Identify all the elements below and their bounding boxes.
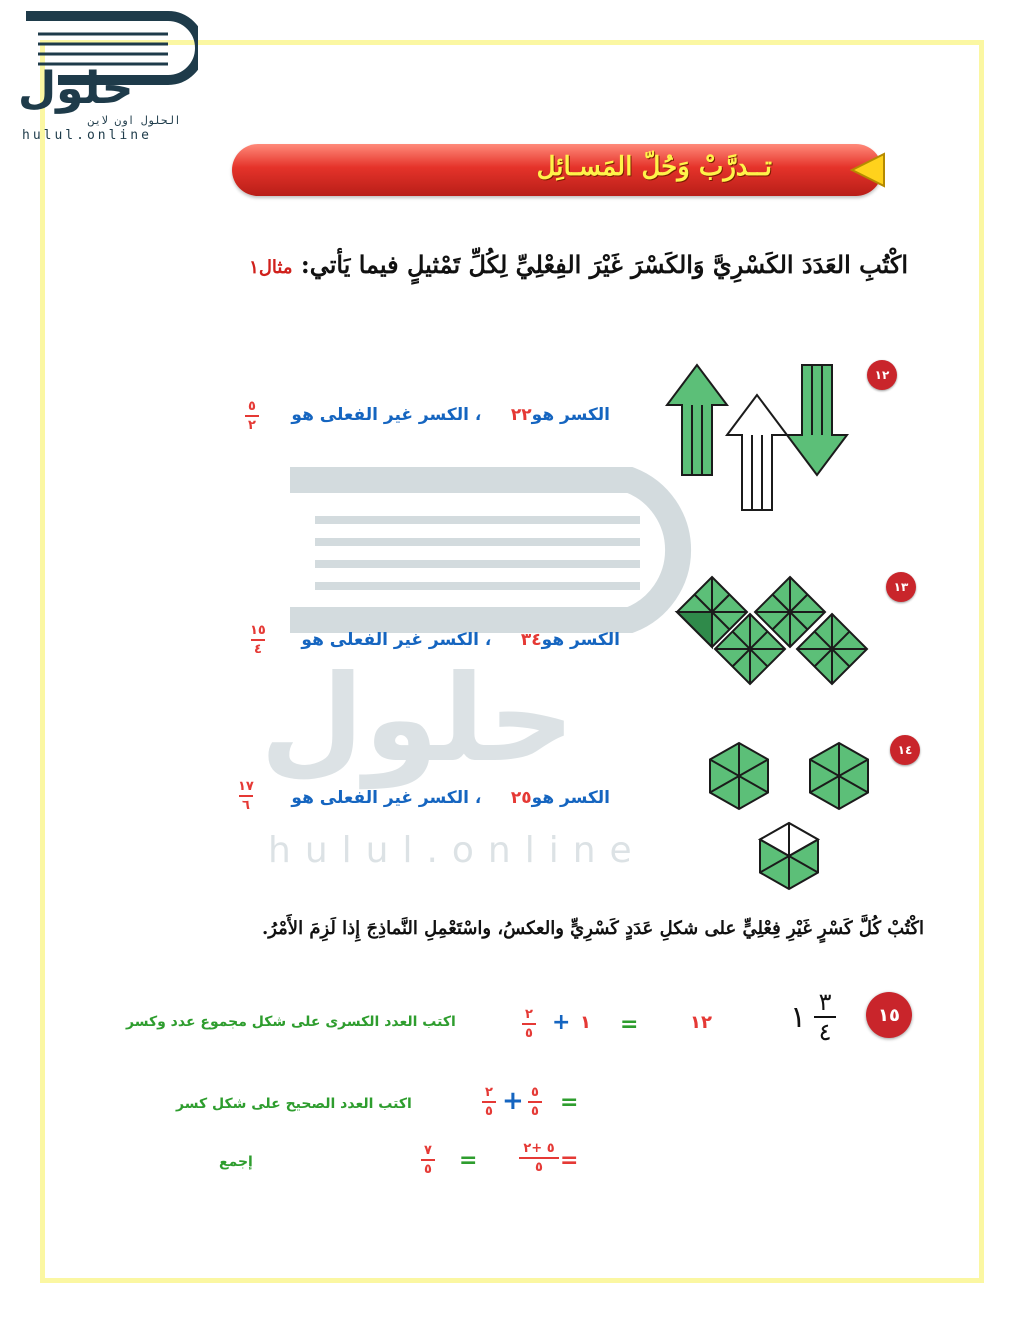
fraction-denominator: ٥ xyxy=(535,1159,543,1175)
mixed-value: ٢٥ xyxy=(510,788,532,808)
banner-title: تــدرَّبْ وَحُلّ المَسـائِل xyxy=(536,152,772,182)
fraction-numerator: ٢ xyxy=(485,1085,493,1100)
arrows-model-icon xyxy=(662,360,852,515)
separator: ، xyxy=(474,788,482,808)
problem-13-answer xyxy=(301,630,620,650)
improper-label: الكسر غير الفعلى هو xyxy=(291,788,469,808)
problem-14-badge: ١٤ xyxy=(890,735,920,765)
mixed-value: ٣٤ xyxy=(520,630,542,650)
step-3 xyxy=(215,1140,585,1186)
step-1-whole: ١ xyxy=(580,1012,591,1033)
mixed-value: ٢٢ xyxy=(510,405,532,425)
fraction-numerator: ١٥ xyxy=(250,623,266,638)
section1-instruction: اكْتُبِ العَدَدَ الكَسْرِيَّ وَالكَسْرَ غَيْرَ الفِعْلِيِّ لِكُلِّ تَمْثيلٍ فيما يَأتي: xyxy=(300,250,908,279)
step-2 xyxy=(170,1082,590,1126)
mixed-whole: ١ xyxy=(790,999,807,1035)
fraction-denominator: ٥ xyxy=(525,1025,533,1041)
step-3-result-fraction xyxy=(421,1144,435,1176)
improper-label: الكسر غير الفعلى هو xyxy=(301,630,479,650)
fraction-denominator: ٢ xyxy=(248,417,256,433)
mixed-label: الكسر هو xyxy=(531,788,610,808)
fraction-numerator: ٥ xyxy=(248,399,256,414)
watermark-domain: hulul.online xyxy=(268,830,646,871)
step-3-equals-a: = xyxy=(560,1148,579,1173)
step-2-equals: = xyxy=(560,1090,579,1115)
step-1-plus: + xyxy=(552,1010,571,1035)
step-1-note: اكتب العدد الكسرى على شكل مجموع عدد وكسر xyxy=(126,1014,456,1030)
example-ref: مثال١ xyxy=(249,257,293,278)
section1-heading xyxy=(249,250,908,279)
separator: ، xyxy=(484,630,492,650)
problem-15-badge: ١٥ xyxy=(866,992,912,1038)
section2-instruction: اكْتُبْ كُلَّ كَسْرٍ غَيْرِ فِعْلِيٍّ على شكلِ عَدَدٍ كَسْرِيٍّ والعكسُ، واسْتَعْمِلِ النَّماذِجَ إِذا لَزِمَ الأَمْرُ. xyxy=(261,918,924,939)
problem-12-badge: ١٢ xyxy=(867,360,897,390)
answer-mixed: ١٢ xyxy=(690,1012,712,1033)
fraction-denominator: ٥ xyxy=(424,1161,432,1177)
step-2-fraction-a xyxy=(528,1086,542,1118)
fraction-numerator: ٧ xyxy=(424,1143,432,1158)
section-banner xyxy=(232,144,882,196)
problem-13-badge: ١٣ xyxy=(886,572,916,602)
step-3-equals-b: = xyxy=(459,1148,478,1173)
fraction-denominator: ٥ xyxy=(485,1103,493,1119)
problem-12-fraction xyxy=(245,400,259,432)
logo-tagline: الحلول اون لاين xyxy=(88,114,181,127)
step-2-note: اكتب العدد الصحيح على شكل كسر xyxy=(176,1096,412,1112)
mixed-numerator: ٣ xyxy=(818,988,832,1016)
problem-13-fraction xyxy=(250,624,266,656)
mixed-label: الكسر هو xyxy=(541,630,620,650)
logo-domain: hulul.online xyxy=(22,128,152,143)
problem-15-mixed-number xyxy=(790,990,836,1044)
fraction-numerator: ١٧ xyxy=(238,779,254,794)
step-1-fraction xyxy=(522,1008,536,1040)
fraction-numerator: ٢ xyxy=(525,1007,533,1022)
step-3-note: إجمع xyxy=(219,1154,253,1170)
problem-14-fraction xyxy=(238,780,254,812)
mixed-denominator: ٤ xyxy=(818,1018,832,1046)
fraction-denominator: ٦ xyxy=(241,797,250,813)
improper-label: الكسر غير الفعلى هو xyxy=(291,405,469,425)
step-1-equals: = xyxy=(620,1012,639,1037)
fraction-numerator: ٥ xyxy=(531,1085,539,1100)
hexagons-model-icon xyxy=(695,738,885,893)
logo-brand: حلول xyxy=(18,63,134,114)
step-1 xyxy=(120,1004,640,1044)
problem-14-answer xyxy=(291,788,610,808)
mixed-label: الكسر هو xyxy=(531,405,610,425)
fraction-denominator: ٥ xyxy=(531,1103,539,1119)
separator: ، xyxy=(474,405,482,425)
step-3-sum-fraction xyxy=(519,1142,559,1174)
step-2-plus: + xyxy=(502,1086,524,1116)
fraction-numerator: ٥ +٢ xyxy=(523,1141,555,1156)
fraction-denominator: ٤ xyxy=(253,641,262,657)
squares-model-icon xyxy=(672,572,877,690)
banner-arrow-icon xyxy=(848,152,888,188)
problem-12-answer xyxy=(291,405,610,425)
step-2-fraction-b xyxy=(482,1086,496,1118)
watermark-brand: حلول xyxy=(260,650,575,789)
logo xyxy=(18,8,198,148)
